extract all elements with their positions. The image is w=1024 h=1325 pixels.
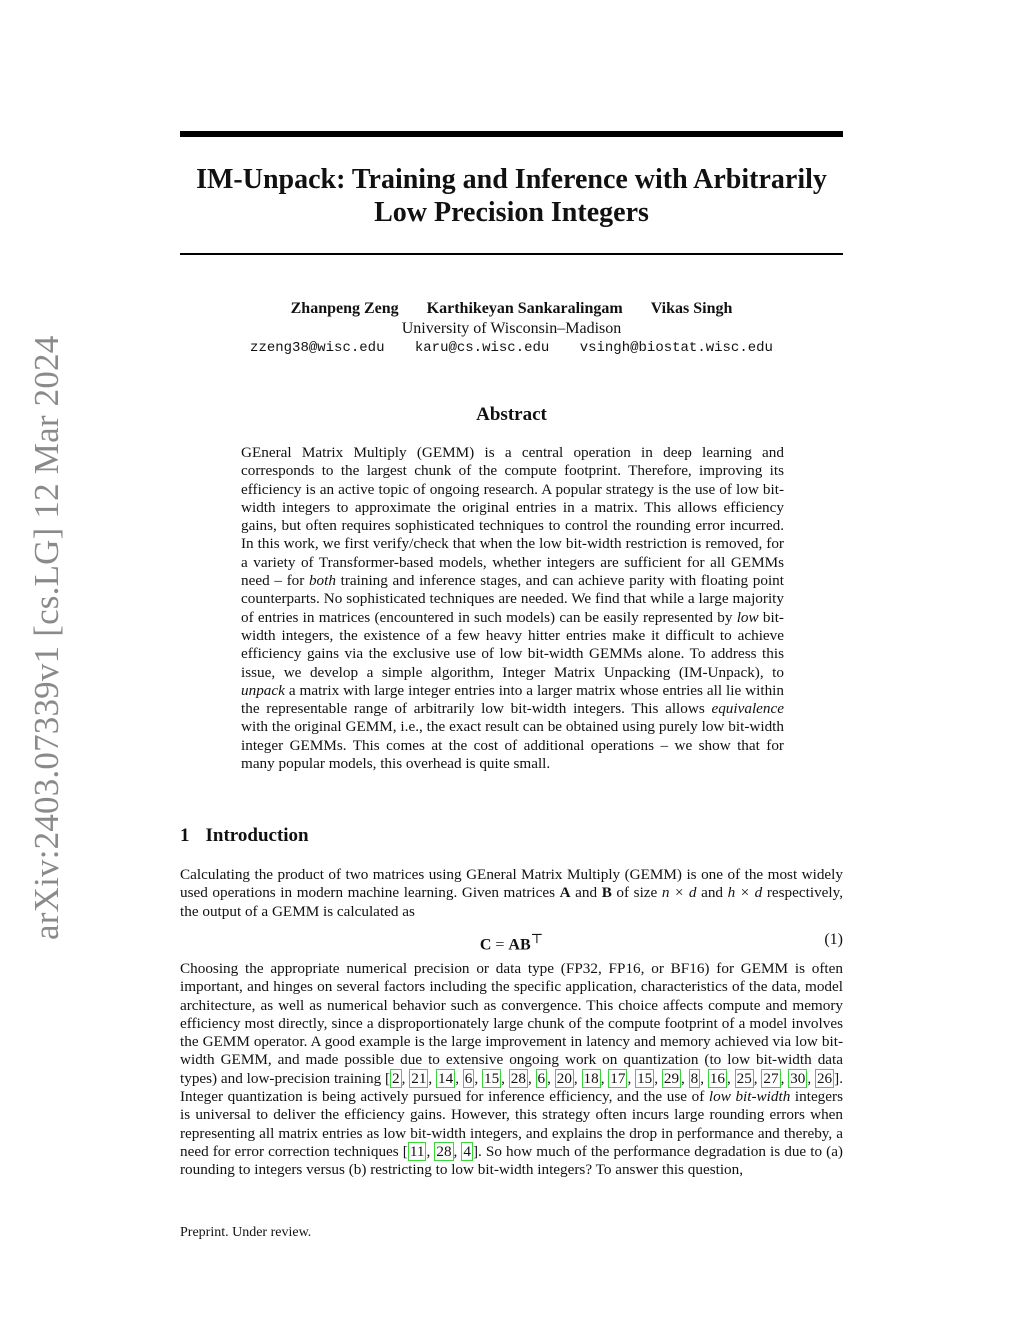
citation-link[interactable]: 30 xyxy=(790,1069,806,1087)
citation-link[interactable]: 14 xyxy=(438,1069,454,1087)
citation-link[interactable]: 20 xyxy=(556,1069,572,1087)
citation-link[interactable]: 21 xyxy=(411,1069,427,1087)
matrix-symbol: A xyxy=(559,884,571,902)
arxiv-identifier-stamp: arXiv:2403.07339v1 [cs.LG] 12 Mar 2024 xyxy=(27,335,66,940)
citation-link[interactable]: 28 xyxy=(436,1142,452,1160)
citation-link[interactable]: 8 xyxy=(690,1069,699,1087)
abstract-body: GEneral Matrix Multiply (GEMM) is a central operation in deep learning and corresponds to the largest chunk of the compute footprint. Therefore, improving its efficiency is an active topic of ongoing research. A popular strategy is the use of low bit-width integers to approximate the original entries in a matrix. This allows efficiency gains, but often requires sophisticated techniques to control the rounding error incurred. In this work, we first verify/check that when the low bit-width restriction is removed, for a variety of Transformer-based models, whether integers are sufficient for all GEMMs need – for both training and inference stages, and can achieve parity with floating point counterparts. No sophisticated techniques are needed. We find that while a large majority of entries in matrices (encountered in such models) can be easily represented by low bit-width integers, the existence of a few heavy hitter entries make it difficult to achieve efficiency gains via the exclusive use of low bit-width GEMMs alone. To address this issue, we develop a simple algorithm, Integer Matrix Unpacking (IM-Unpack), to unpack a matrix with large integer entries into a larger matrix whose entries all lie within the representable range of arbitrarily low bit-width integers. This allows equivalence with the original GEMM, i.e., the exact result can be obtained using purely low bit-width integer GEMMs. This comes at the cost of additional operations – we show that for many popular models, this overhead is quite small. xyxy=(241,444,784,773)
citation-link[interactable]: 16 xyxy=(709,1069,726,1087)
citation-link[interactable]: 28 xyxy=(510,1069,526,1087)
author-email[interactable]: karu@cs.wisc.edu xyxy=(414,340,550,356)
email-list xyxy=(180,340,843,356)
intro-paragraph-1: Calculating the product of two matrices using GEneral Matrix Multiply (GEMM) is one of the most widely used operations in modern machine learning. Given matrices A and B of size n × d and h × d respectively, the output of a GEMM is calculated as xyxy=(180,866,844,920)
citation-link[interactable]: 6 xyxy=(537,1069,546,1087)
citation-link[interactable]: 2 xyxy=(392,1069,400,1087)
paper-title xyxy=(180,163,843,229)
citation-link[interactable]: 29 xyxy=(663,1069,680,1087)
author-email[interactable]: zzeng38@wisc.edu xyxy=(250,340,385,356)
section-heading-introduction xyxy=(180,825,309,847)
author-email[interactable]: vsingh@biostat.wisc.edu xyxy=(579,340,773,356)
citation-link[interactable]: 26 xyxy=(816,1069,833,1087)
citation-link[interactable]: 25 xyxy=(736,1069,752,1087)
citation-link[interactable]: 27 xyxy=(763,1069,779,1087)
title-top-rule xyxy=(180,131,843,137)
equation-1 xyxy=(180,931,843,954)
title-line-2: Low Precision Integers xyxy=(374,197,649,228)
citation-link[interactable]: 15 xyxy=(637,1069,653,1087)
citation-link[interactable]: 17 xyxy=(610,1069,626,1087)
author-list xyxy=(180,300,843,318)
author-name: Karthikeyan Sankaralingam xyxy=(426,300,623,317)
footer-note: Preprint. Under review. xyxy=(180,1225,312,1240)
author-name: Zhanpeng Zeng xyxy=(290,300,399,317)
math-expression: n × d xyxy=(661,884,697,902)
section-number: 1 xyxy=(180,825,190,846)
equation-number: (1) xyxy=(824,931,843,948)
abstract-heading: Abstract xyxy=(476,404,547,425)
citation-link[interactable]: 11 xyxy=(409,1142,425,1160)
citation-link[interactable]: 15 xyxy=(483,1069,500,1087)
citation-link[interactable]: 6 xyxy=(464,1069,473,1087)
math-expression: h × d xyxy=(727,884,763,902)
author-name: Vikas Singh xyxy=(650,300,733,317)
matrix-symbol: B xyxy=(601,884,612,902)
equation-body: C = AB⊤ xyxy=(479,931,544,954)
citation-link[interactable]: 4 xyxy=(463,1142,471,1160)
intro-paragraph-2: Choosing the appropriate numerical precision or data type (FP32, FP16, or BF16) for GEMM is often important, and hinges on several factors including the specific application, characteristics of the data, model architecture, as well as numerical behavior such as convergence. This choice affects compute and memory efficiency most directly, since a disproportionately large chunk of the compute footprint of a model involves the GEMM operator. A good example is the large improvement in latency and memory achieved via low bit-width GEMM, and made possible due to extensive ongoing work on quantization (to low bit-width data types) and low-precision training [ 2 , 21 , 14 , 6 , 15 , 28 , 6 , 20 , 18 , 17 , 15 , 29 , 8 , 16 , 25 , 27 , 30 , 26 ]. Integer quantization is being actively pursued for inference efficiency, and the use of low bit-width integers is universal to deliver the efficiency gains. However, this strategy often incurs large rounding errors when representing all matrix entries as low bit-width integers, and explains the drop in performance and thereby, a need for error correction techniques [ 11 , 28 , 4 ]. So how much of the performance degradation is due to (a) rounding to integers versus (b) restricting to low bit-width integers? To answer this question, xyxy=(180,960,843,1179)
affiliation: University of Wisconsin–Madison xyxy=(401,320,622,337)
citation-link[interactable]: 18 xyxy=(583,1069,599,1087)
title-line-1: IM-Unpack: Training and Inference with Arbitrarily xyxy=(196,164,827,195)
section-title: Introduction xyxy=(205,825,309,846)
title-bottom-rule xyxy=(180,253,843,255)
